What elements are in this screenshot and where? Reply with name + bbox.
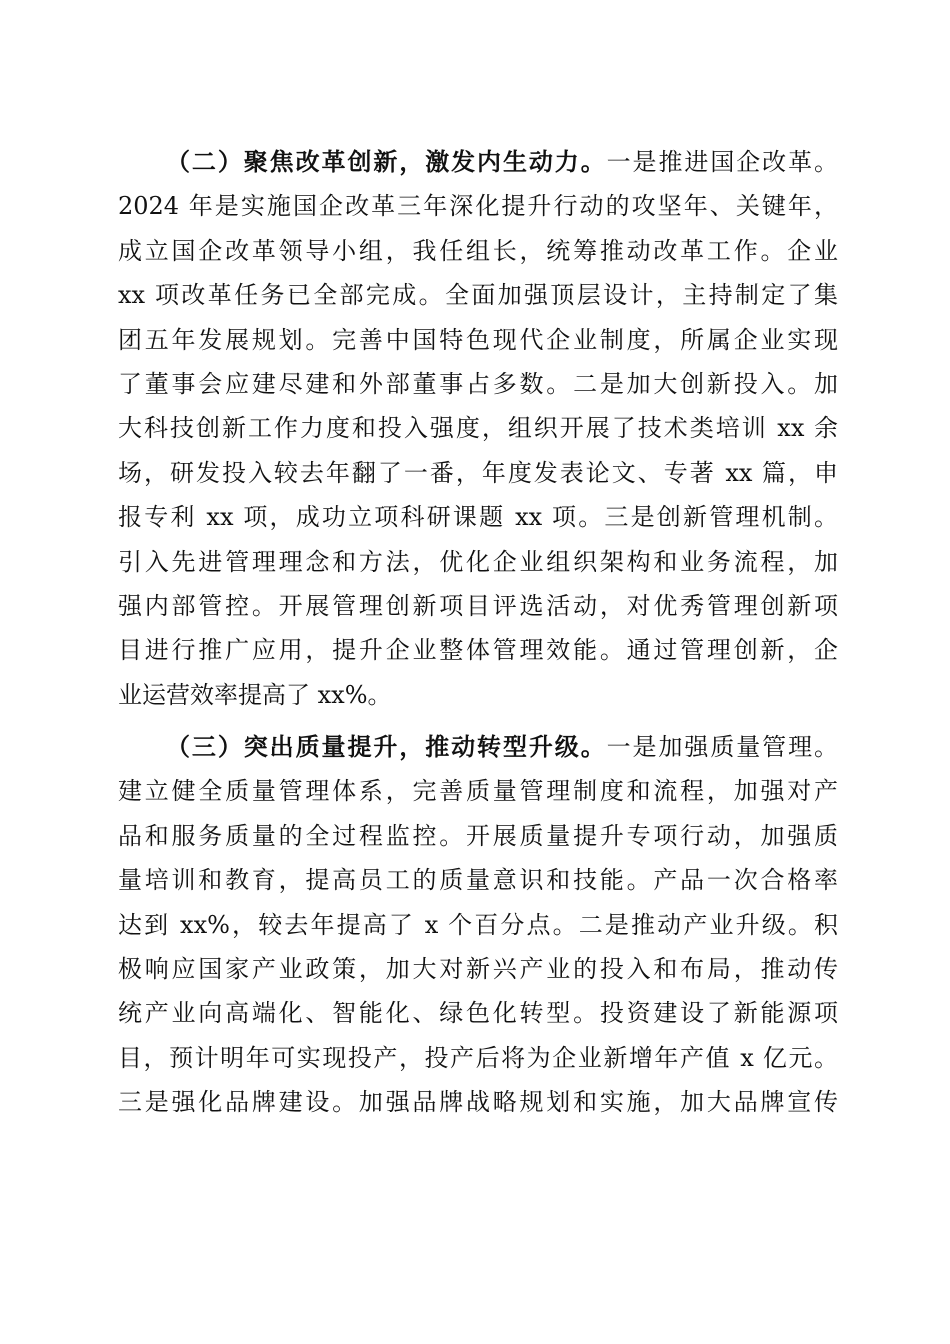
paragraph-line: 引入先进管理理念和方法，优化企业组织架构和业务流程，加 — [118, 547, 838, 576]
paragraph-line: 建立健全质量管理体系，完善质量管理制度和流程，加强对产 — [118, 777, 838, 806]
paragraph-line: 三是强化品牌建设。加强品牌战略规划和实施，加大品牌宣传 — [118, 1088, 838, 1117]
paragraph-line: 了董事会应建尽建和外部董事占多数。二是加大创新投入。加 — [118, 369, 838, 398]
paragraph-line: 成立国企改革领导小组，我任组长，统筹推动改革工作。企业 — [118, 236, 838, 265]
paragraph-line: 目，预计明年可实现投产，投产后将为企业新增年产值 x 亿元。 — [118, 1043, 838, 1072]
paragraph-line: 2024 年是实施国企改革三年深化提升行动的攻坚年、关键年， — [118, 192, 838, 221]
paragraph-line: 场，研发投入较去年翻了一番，年度发表论文、专著 xx 篇，申 — [118, 458, 838, 487]
paragraph-1-first-line — [118, 140, 838, 184]
paragraph-line: 达到 xx%，较去年提高了 x 个百分点。二是推动产业升级。积 — [118, 910, 838, 939]
paragraph-line: 报专利 xx 项，成功立项科研课题 xx 项。三是创新管理机制。 — [118, 503, 838, 532]
paragraph-line: 量培训和教育，提高员工的质量意识和技能。产品一次合格率 — [118, 866, 838, 895]
section-heading-3: （三）突出质量提升，推动转型升级。 — [166, 732, 607, 762]
paragraph-gap — [118, 717, 838, 725]
paragraph-text: 一是加强质量管理。 — [606, 733, 838, 762]
paragraph-line: 品和服务质量的全过程监控。开展质量提升专项行动，加强质 — [118, 821, 838, 850]
paragraph-line: xx 项改革任务已全部完成。全面加强顶层设计，主持制定了集 — [118, 281, 838, 310]
paragraph-line: 强内部管控。开展管理创新项目评选活动，对优秀管理创新项 — [118, 591, 838, 620]
paragraph-line: 极响应国家产业政策，加大对新兴产业的投入和布局，推动传 — [118, 955, 838, 984]
section-heading-2: （二）聚焦改革创新，激发内生动力。 — [166, 147, 607, 176]
paragraph-line: 大科技创新工作力度和投入强度，组织开展了技术类培训 xx 余 — [118, 414, 838, 443]
paragraph-line: 统产业向高端化、智能化、绿色化转型。投资建设了新能源项 — [118, 999, 838, 1028]
paragraph-line: 目进行推广应用，提升企业整体管理效能。通过管理创新，企 — [118, 636, 838, 665]
document-body — [118, 140, 838, 1125]
paragraph-text: 一是推进国企改革。 — [606, 148, 838, 176]
paragraph-line: 业运营效率提高了 xx%。 — [118, 680, 392, 709]
paragraph-line: 团五年发展规划。完善中国特色现代企业制度，所属企业实现 — [118, 325, 838, 354]
paragraph-2-first-line — [118, 725, 838, 769]
